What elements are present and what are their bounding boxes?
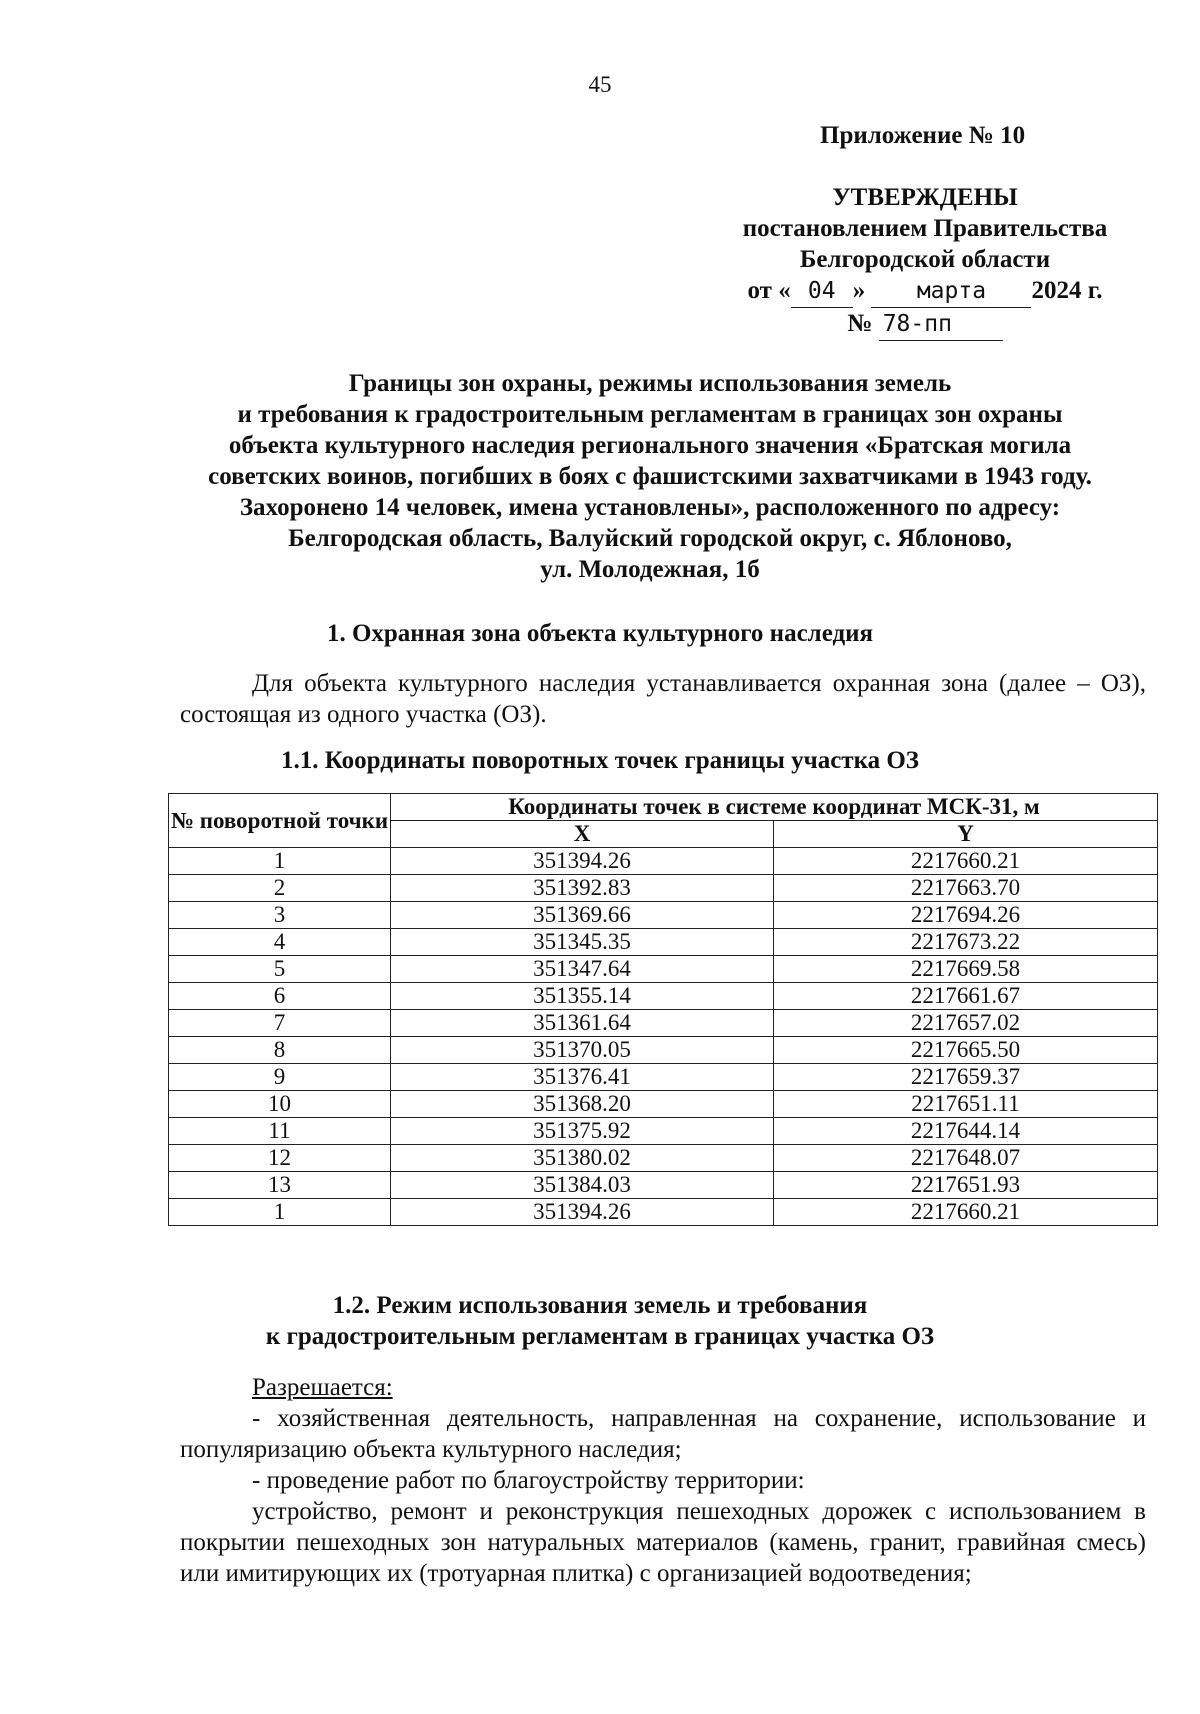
section-1-2-heading-line: к градостроительным регламентам в границах участка ОЗ bbox=[265, 1323, 935, 1350]
x-coordinate: 351355.14 bbox=[391, 983, 774, 1010]
approved-heading: УТВЕРЖДЕНЫ bbox=[832, 184, 1018, 211]
section-1-heading: 1. Охранная зона объекта культурного наследия bbox=[326, 620, 874, 647]
table-row bbox=[169, 1037, 1158, 1064]
allowed-item: - проведение работ по благоустройству территории: bbox=[252, 1467, 805, 1494]
date-month: марта bbox=[871, 276, 1031, 308]
y-coordinate: 2217673.22 bbox=[774, 929, 1158, 956]
y-coordinate: 2217665.50 bbox=[774, 1037, 1158, 1064]
table-row bbox=[169, 929, 1158, 956]
coordinates-table bbox=[168, 793, 1158, 1226]
page-number: 45 bbox=[588, 72, 612, 97]
x-coordinate: 351375.92 bbox=[391, 1118, 774, 1145]
section-1-2-heading-line: 1.2. Режим использования земель и требования bbox=[332, 1292, 868, 1319]
allowed-item: - хозяйственная деятельность, направленная на сохранение, использование и популяризацию объекта культурного наследия; bbox=[180, 1405, 1146, 1463]
x-coordinate: 351380.02 bbox=[391, 1145, 774, 1172]
table-row bbox=[169, 1064, 1158, 1091]
y-coordinate: 2217657.02 bbox=[774, 1010, 1158, 1037]
y-coordinate: 2217648.07 bbox=[774, 1145, 1158, 1172]
x-coordinate: 351369.66 bbox=[391, 902, 774, 929]
title-line: объекта культурного наследия регионального значения «Братская могила bbox=[228, 432, 1072, 459]
y-coordinate: 2217661.67 bbox=[774, 983, 1158, 1010]
y-coordinate: 2217660.21 bbox=[774, 1199, 1158, 1226]
approval-number bbox=[720, 308, 1130, 341]
table-row bbox=[169, 875, 1158, 902]
title-line: Белгородская область, Валуйский городской округ, с. Яблоново, bbox=[288, 525, 1012, 552]
y-coordinate: 2217660.21 bbox=[774, 848, 1158, 875]
appendix-label: Приложение № 10 bbox=[820, 122, 1026, 149]
title-line: Границы зон охраны, режимы использования земель bbox=[348, 370, 952, 397]
table-row bbox=[169, 1010, 1158, 1037]
x-coordinate: 351370.05 bbox=[391, 1037, 774, 1064]
x-coordinate: 351368.20 bbox=[391, 1091, 774, 1118]
section-1-text-block bbox=[180, 668, 1146, 730]
allowed-label: Разрешается: bbox=[252, 1374, 393, 1401]
point-number: 11 bbox=[169, 1118, 391, 1145]
x-coordinate: 351361.64 bbox=[391, 1010, 774, 1037]
title-line: и требования к градостроительным регламентам в границах зон охраны bbox=[237, 401, 1063, 428]
section-1-1-heading: 1.1. Координаты поворотных точек границы участка ОЗ bbox=[281, 747, 919, 774]
number-prefix: № bbox=[847, 310, 873, 337]
date-mid: » bbox=[852, 277, 866, 304]
header-y: Y bbox=[774, 821, 1158, 848]
allowed-label-line bbox=[180, 1372, 1146, 1403]
header-point-number: № поворотной точки bbox=[169, 794, 391, 848]
resolution-number: 78-пп bbox=[879, 309, 1003, 341]
section-1-2-heading bbox=[0, 1290, 1200, 1352]
table-row bbox=[169, 848, 1158, 875]
approval-line-1: постановлением Правительства bbox=[742, 215, 1108, 242]
x-coordinate: 351345.35 bbox=[391, 929, 774, 956]
x-coordinate: 351392.83 bbox=[391, 875, 774, 902]
point-number: 13 bbox=[169, 1172, 391, 1199]
approval-line-2: Белгородской области bbox=[799, 246, 1051, 273]
point-number: 10 bbox=[169, 1091, 391, 1118]
title-line: советских воинов, погибших в боях с фашистскими захватчиками в 1943 году. bbox=[208, 463, 1092, 490]
x-coordinate: 351384.03 bbox=[391, 1172, 774, 1199]
y-coordinate: 2217651.93 bbox=[774, 1172, 1158, 1199]
document-title bbox=[160, 368, 1140, 585]
point-number: 7 bbox=[169, 1010, 391, 1037]
table-row bbox=[169, 956, 1158, 983]
y-coordinate: 2217694.26 bbox=[774, 902, 1158, 929]
y-coordinate: 2217663.70 bbox=[774, 875, 1158, 902]
point-number: 2 bbox=[169, 875, 391, 902]
x-coordinate: 351347.64 bbox=[391, 956, 774, 983]
y-coordinate: 2217651.11 bbox=[774, 1091, 1158, 1118]
point-number: 6 bbox=[169, 983, 391, 1010]
title-line: Захоронено 14 человек, имена установлены», расположенного по адресу: bbox=[239, 494, 1061, 521]
x-coordinate: 351394.26 bbox=[391, 848, 774, 875]
point-number: 4 bbox=[169, 929, 391, 956]
point-number: 8 bbox=[169, 1037, 391, 1064]
point-number: 9 bbox=[169, 1064, 391, 1091]
table-row bbox=[169, 1091, 1158, 1118]
point-number: 1 bbox=[169, 1199, 391, 1226]
point-number: 3 bbox=[169, 902, 391, 929]
y-coordinate: 2217659.37 bbox=[774, 1064, 1158, 1091]
table-row bbox=[169, 1199, 1158, 1226]
approval-date bbox=[720, 275, 1130, 308]
point-number: 12 bbox=[169, 1145, 391, 1172]
allowed-item: устройство, ремонт и реконструкция пешеходных дорожек с использованием в покрытии пешеходных зон натуральных материалов (камень, гранит, гравийная смесь) или имитирующих их (тротуарная плитка) с организацией водоотведения; bbox=[180, 1498, 1146, 1587]
table-row bbox=[169, 1145, 1158, 1172]
point-number: 1 bbox=[169, 848, 391, 875]
table-row bbox=[169, 983, 1158, 1010]
approval-block bbox=[720, 182, 1130, 341]
y-coordinate: 2217669.58 bbox=[774, 956, 1158, 983]
section-1-paragraph: Для объекта культурного наследия устанавливается охранная зона (далее – ОЗ), состоящая из одного участка (ОЗ). bbox=[180, 670, 1146, 728]
header-coordinates: Координаты точек в системе координат МСК-31, м bbox=[391, 794, 1158, 821]
point-number: 5 bbox=[169, 956, 391, 983]
allowed-activities-block bbox=[180, 1372, 1146, 1589]
table-row bbox=[169, 1118, 1158, 1145]
date-year: 2024 г. bbox=[1031, 277, 1103, 304]
date-prefix: от « bbox=[747, 277, 791, 304]
header-x: X bbox=[391, 821, 774, 848]
date-day: 04 bbox=[791, 276, 853, 308]
y-coordinate: 2217644.14 bbox=[774, 1118, 1158, 1145]
title-line: ул. Молодежная, 1б bbox=[540, 556, 760, 583]
x-coordinate: 351394.26 bbox=[391, 1199, 774, 1226]
table-row bbox=[169, 902, 1158, 929]
table-row bbox=[169, 1172, 1158, 1199]
x-coordinate: 351376.41 bbox=[391, 1064, 774, 1091]
